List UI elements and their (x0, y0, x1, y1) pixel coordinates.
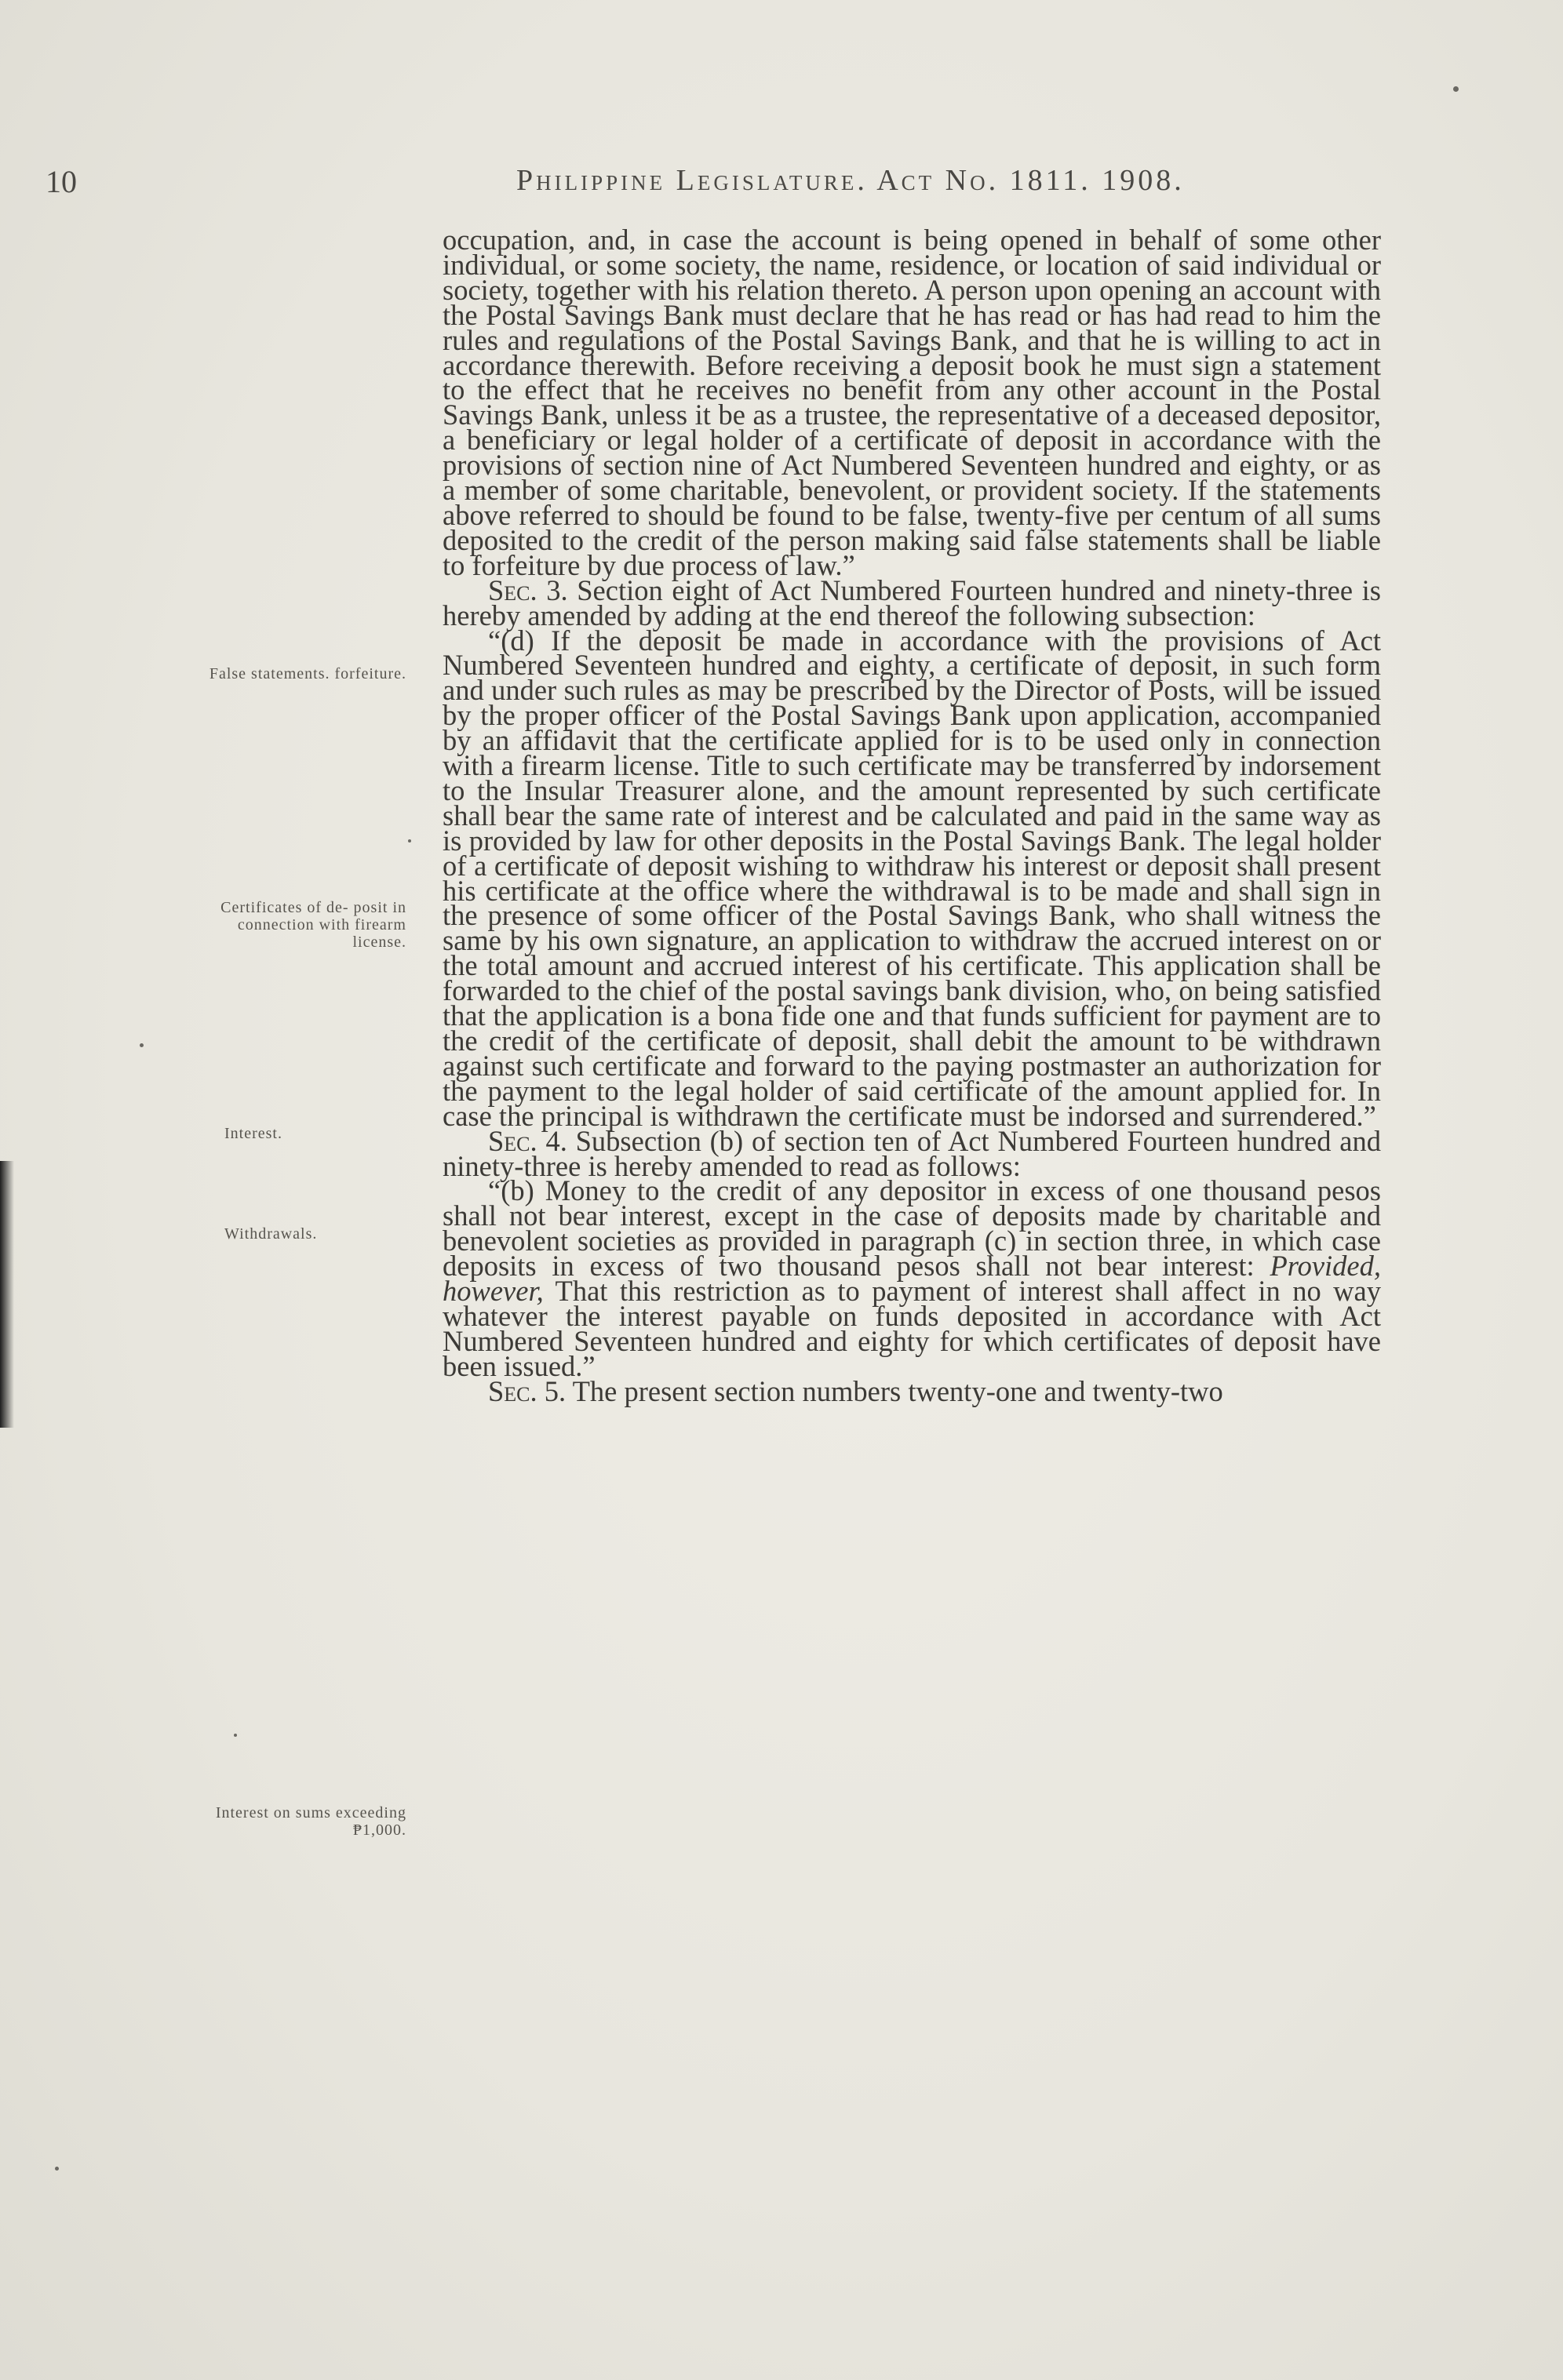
section-4-label: Sec. 4. (488, 1124, 567, 1157)
page-number: 10 (46, 164, 77, 199)
paragraph-occupation: occupation, and, in case the account is being opened in behalf of some other individual, or some society, the name, residence, or location of said individual or society, together with his relation thereto. A person upon opening an account with the Postal Savings Bank must declare that he has read or has had read to him the rules and regulations of the Postal Savings Bank, and that he is willing to act in accordance therewith. Before receiving a deposit book he must sign a statement to the effect that he receives no benefit from any other account in the Postal Savings Bank, unless it be as a trustee, the representative of a deceased depositor, a beneficiary or legal holder of a certificate of deposit in accordance with the provisions of section nine of Act Numbered Seventeen hundred and eighty, or as a member of some charitable, benevolent, or provident society. If the statements above referred to should be found to be false, twenty-five per centum of all sums deposited to the credit of the person making said false statements shall be liable to forfeiture by due process of law.” (443, 224, 1381, 581)
margin-note-false-statements: False statements. forfeiture. (209, 665, 406, 682)
running-head: Philippine Legislature. Act No. 1811. 1908. (516, 164, 1185, 197)
margin-note-interest: Interest. (224, 1125, 282, 1142)
margin-note-interest-exceeding: Interest on sums exceeding ₱1,000. (215, 1804, 406, 1839)
section-4-text: Subsection (b) of section ten of Act Numbered Fourteen hundred and ninety-three is hereby amended to read as follows: (443, 1124, 1381, 1182)
section-3-label: Sec. 3. (488, 573, 568, 606)
paragraph-section-5 (443, 1374, 1381, 1407)
scan-speck (55, 2167, 59, 2171)
paragraph-subsection-d: “(d) If the deposit be made in accordance with the provisions of Act Numbered Seventeen hundred and eighty, a certificate of deposit, in such form and under such rules as may be prescribed by the Director of Posts, will be issued by the proper officer of the Postal Savings Bank upon application, accompanied by an affidavit that the certificate applied for is to be used only in connection with a firearm license. Title to such certificate may be transferred by indorsement to the Insular Treasurer alone, and the amount represented by such certificate shall bear the same rate of interest and be calculated and paid in the same way as is provided by law for other deposits in the Postal Savings Bank. The legal holder of a certificate of deposit wishing to withdraw his interest or deposit shall present his certificate at the office where the withdrawal is to be made and shall sign in the presence of some officer of the Postal Savings Bank, who shall witness the same by his own signature, an application to withdraw the accrued interest on or the total amount and accrued interest of his certificate. This application shall be forwarded to the chief of the postal savings bank division, who, on being satisfied that the application is a bona fide one and that funds sufficient for payment are to the credit of the certificate of deposit, shall debit the amount to be withdrawn against such certificate and forward to the paying postmaster an authorization for the payment to the legal holder of said certificate of the amount applied for. In case the principal is withdrawn the certificate must be indorsed and surrendered.” (443, 624, 1381, 1132)
scan-speck (234, 1734, 237, 1737)
scan-speck (1453, 86, 1459, 92)
subsection-b-text-b: That this restriction as to payment of interest shall affect in no way whatever the interest payable on funds deposited in accordance with Act Numbered Seventeen hundred and eighty for which certificates of deposit have been issued.” (443, 1275, 1381, 1382)
margin-note-withdrawals: Withdrawals. (224, 1225, 318, 1243)
section-3-text: Section eight of Act Numbered Fourteen hundred and ninety-three is hereby amended by adding at the end thereof the following subsection: (443, 573, 1382, 631)
subsection-b-proviso: Provided, however, (443, 1250, 1381, 1308)
subsection-b-text-a: “(b) Money to the credit of any depositor in excess of one thousand pesos shall not bear interest, except in the case of deposits made by charitable and benevolent societies as provided in paragraph (c) in section three, in which case deposits in excess of two thousand pesos shall not bear interest: (443, 1174, 1381, 1283)
scan-speck (140, 1043, 144, 1047)
paragraph-subsection-b (443, 1174, 1381, 1382)
margin-note-certificates: Certificates of de- posit in connection with firearm license. (220, 899, 406, 951)
scan-speck (408, 839, 411, 842)
paragraph-section-4 (443, 1124, 1381, 1182)
page-header (46, 163, 1379, 202)
scan-edge-shadow (0, 1161, 14, 1428)
body-text (443, 224, 1382, 1407)
section-5-text: The present section numbers twenty-one and twenty-two (566, 1374, 1223, 1407)
section-5-label: Sec. 5. (488, 1374, 567, 1407)
paragraph-section-3 (443, 573, 1382, 631)
